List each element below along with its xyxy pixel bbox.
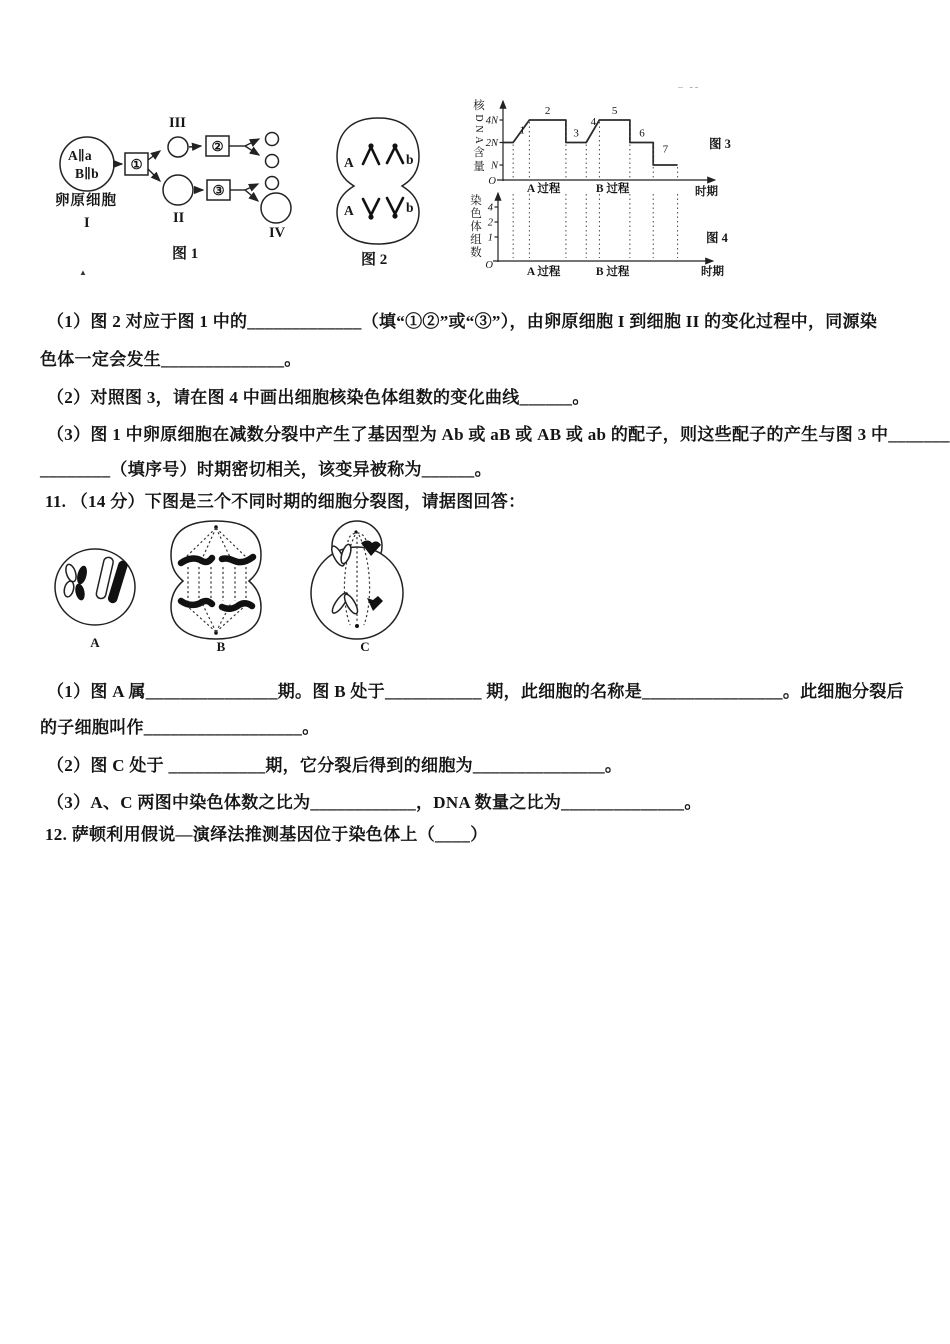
fig3-caption: 图 3: [709, 137, 731, 151]
cell-A-label: A: [90, 635, 100, 650]
step3-branch-down: [245, 190, 258, 201]
fig3-ytick-label: 4N: [485, 115, 498, 127]
fig4-ytick-label: 1: [487, 232, 493, 244]
fig4-ylabel-char: 数: [470, 247, 482, 259]
roman-numeral-1: I: [84, 215, 90, 231]
question11-stem: 11. （14 分）下图是三个不同时期的细胞分裂图，请据图回答：: [45, 492, 526, 511]
fig4-ytick-label: 2: [487, 217, 493, 229]
fig3-segment-label: 3: [573, 127, 579, 140]
fig4-origin-label: O: [485, 260, 493, 271]
step3-branch-up: [245, 184, 258, 190]
figure1-diagram: [45, 85, 335, 275]
fig3-origin-label: O: [488, 176, 496, 187]
oogonium-chrom-bottom: B∥b: [75, 166, 99, 181]
oogonium-cell: [60, 137, 114, 191]
question10-part3-line1: （3）图 1 中卵原细胞在减数分裂中产生了基因型为 Ab 或 aB 或 AB 或 ab 的配子，则这些配子的产生与图 3 中_______: [47, 425, 950, 444]
fig4-ylabel-char: 色: [470, 208, 482, 220]
cell-B-label: B: [216, 639, 226, 654]
question10-part1-line1: （1）图 2 对应于图 1 中的_____________（填“①②”或“③”），由卵原细胞 I 到细胞 II 的变化过程中，同源染: [47, 312, 878, 331]
roman-numeral-4: IV: [269, 225, 286, 241]
fig4-xlabel: 时期: [701, 266, 724, 278]
fig3-segment-label: 6: [639, 127, 645, 140]
question10-part2: （2）对照图 3，请在图 4 中画出细胞核染色体组数的变化曲线______。: [47, 388, 590, 407]
scan-artifact-top-right: – --: [678, 82, 701, 93]
chrom-letter-bottom-right: b: [406, 200, 414, 215]
secondary-cell-small: [168, 137, 188, 157]
fig3-xlabel: 时期: [695, 186, 718, 198]
chromosome-bar: [181, 601, 212, 605]
fig3-ylabel-char: A: [473, 136, 484, 144]
oogonium-name: 卵原细胞: [55, 193, 117, 209]
question11-part1-line1: （1）图 A 属_______________期。图 B 处于___________ 期，此细胞的名称是________________。此细胞分裂后: [47, 682, 904, 701]
fig3-segment-label: 4: [590, 116, 597, 129]
gamete-cell-3: [266, 177, 279, 190]
scan-artifact-fig1: ▲: [79, 268, 87, 277]
fig3-segment-label: 5: [611, 104, 618, 117]
cell-B-diagram: [171, 521, 261, 654]
fig4-ylabel-char: 体: [470, 221, 482, 233]
branch-up-arrow: [148, 151, 160, 160]
fig3-ylabel-char: D: [473, 114, 484, 122]
cell-B-outline: [171, 521, 261, 639]
fig3-phase-label: B 过程: [595, 183, 630, 195]
figure3-figure4-charts: [465, 85, 750, 290]
fig4-ylabel-char: 染: [470, 195, 482, 207]
dividing-cell-outline: [337, 118, 419, 244]
roman-numeral-2: II: [173, 210, 185, 226]
question11-part1-line2: 的子细胞叫作__________________。: [40, 718, 320, 737]
cell-A-diagram: [55, 549, 135, 650]
question11-part3: （3）A、C 两图中染色体数之比为____________，DNA 数量之比为______________。: [47, 793, 702, 812]
chrom-letter-top-left: A: [344, 155, 354, 170]
fig4-phase-label: B 过程: [595, 266, 630, 278]
fig4-ytick-label: 4: [487, 202, 493, 214]
secondary-cell-large: [163, 175, 193, 205]
centromere-dot: [392, 143, 397, 148]
spindle-pole-bottom-dot: [355, 624, 359, 628]
chrom-letter-bottom-left: A: [344, 203, 354, 218]
figure2-diagram: [325, 100, 437, 275]
centromere-dot: [392, 213, 397, 218]
fig3-ytick-label: 2N: [485, 138, 498, 149]
question11-cell-diagrams: [45, 515, 415, 663]
chrom-letter-top-right: b: [406, 152, 414, 167]
question10-part1-line2: 色体一定会发生______________。: [40, 350, 302, 369]
fig4-ylabel-char: 组: [470, 234, 482, 246]
figure2-caption: 图 2: [361, 252, 388, 268]
step1-label: ①: [130, 157, 143, 172]
fig3-ylabel-char: 含: [473, 147, 485, 159]
step3-label: ③: [212, 183, 225, 198]
roman-numeral-3: III: [169, 115, 186, 131]
fig4-caption: 图 4: [706, 231, 728, 245]
cell-C-label: C: [360, 639, 370, 654]
fig3-phase-label: A 过程: [526, 183, 561, 195]
question10-part3-line2: ________（填序号）时期密切相关，该变异被称为______。: [40, 460, 492, 479]
step2-branch-up: [245, 139, 259, 146]
egg-cell: [261, 193, 291, 223]
spindle-pole-top-dot: [354, 530, 357, 533]
fig3-segment-label: 2: [544, 104, 551, 117]
fig3-ylabel-char: N: [473, 125, 484, 133]
oogonium-chrom-top: A∥a: [68, 148, 92, 163]
fig3-segment-label: 1: [519, 124, 526, 137]
fig3-segment-label: 7: [662, 143, 669, 156]
cell-C-diagram: [311, 521, 403, 654]
fig3-ytick-label: N: [490, 160, 498, 172]
step2-label: ②: [211, 139, 224, 154]
branch-down-arrow: [148, 169, 160, 181]
centromere-dot: [368, 143, 373, 148]
figure1-caption: 图 1: [172, 246, 199, 262]
step2-branch-down: [245, 146, 259, 155]
gamete-cell-1: [266, 133, 279, 146]
question11-part2: （2）图 C 处于 ___________期，它分裂后得到的细胞为_______________。: [47, 756, 623, 775]
fig3-ylabel-char: 核: [473, 100, 485, 112]
gamete-cell-2: [266, 155, 279, 168]
arrow-to-step2: [189, 146, 201, 147]
question12-stem: 12. 萨顿利用假说—演绎法推测基因位于染色体上（____）: [45, 825, 488, 844]
centromere-dot: [368, 214, 373, 219]
fig4-phase-label: A 过程: [526, 266, 561, 278]
fig3-ylabel-char: 量: [473, 161, 485, 173]
